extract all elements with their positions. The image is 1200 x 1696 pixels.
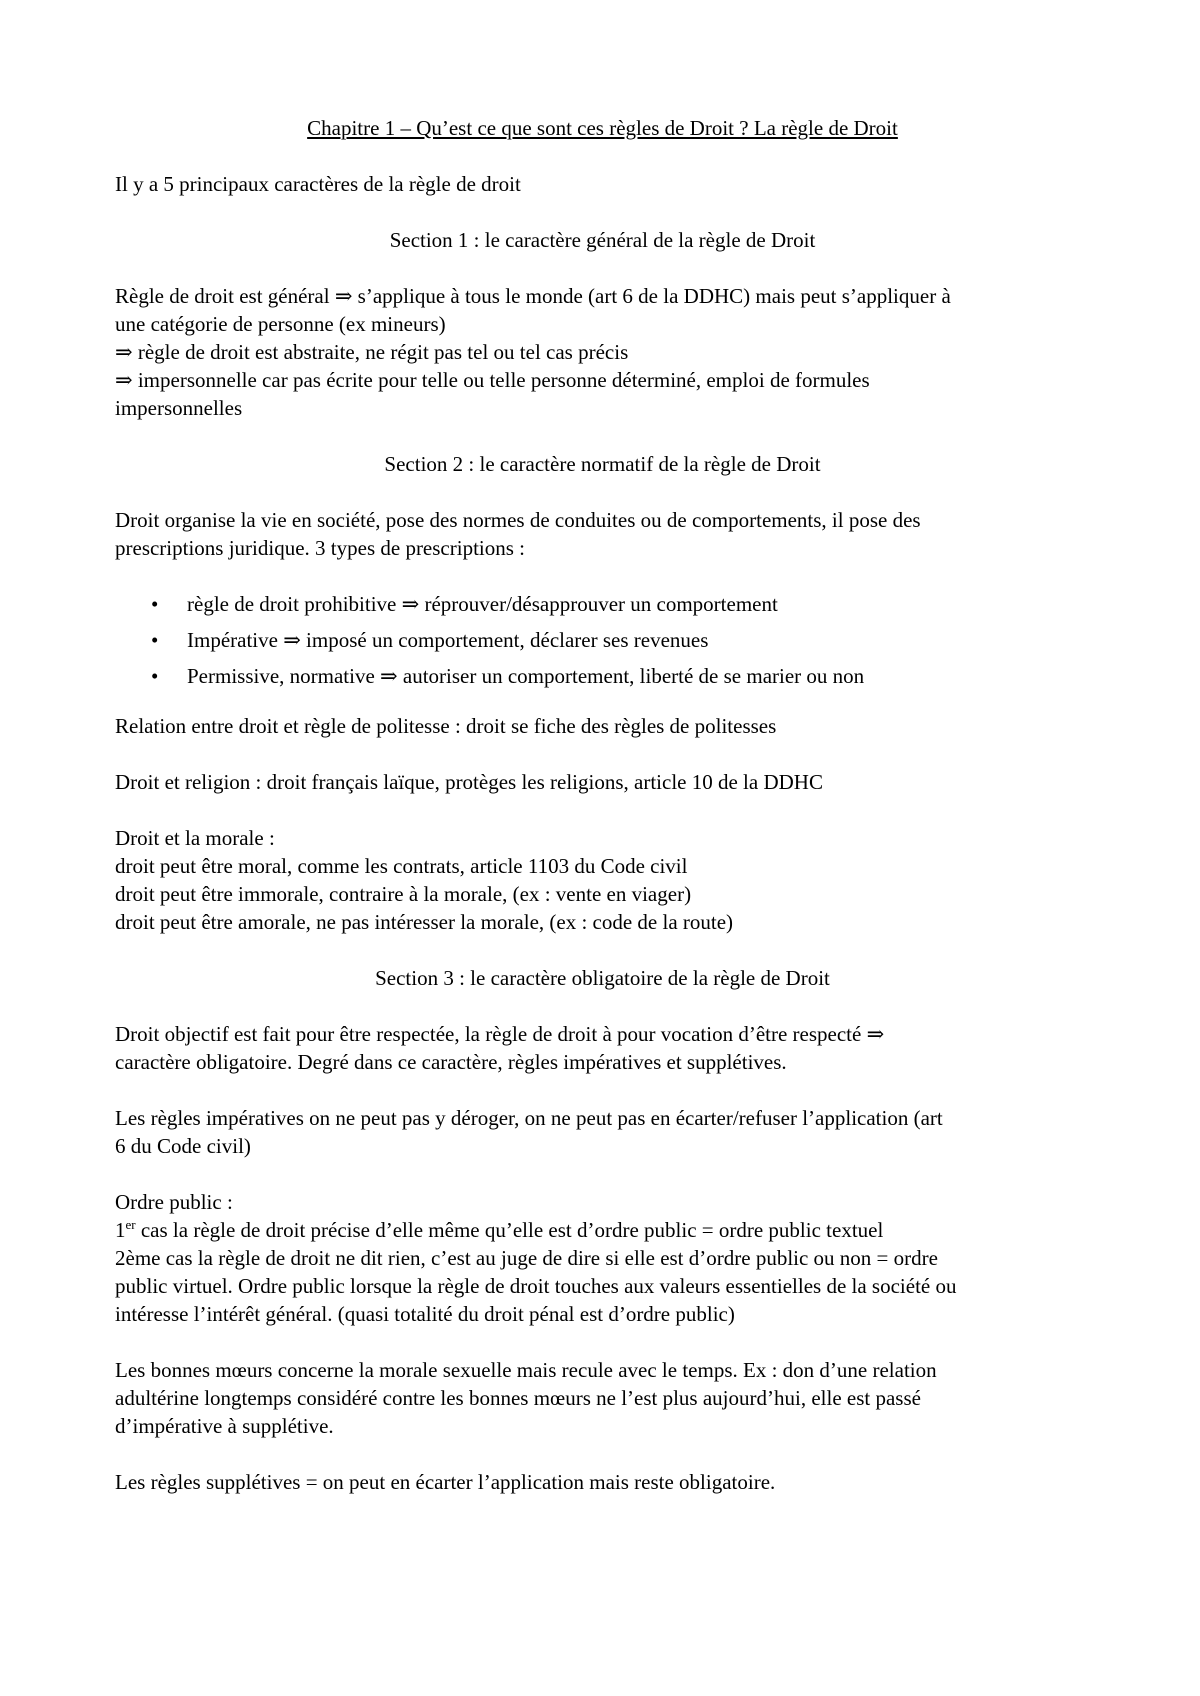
text-line: droit peut être amorale, ne pas intéresser la morale, (ex : code de la route): [115, 910, 734, 934]
text-line: Règle de droit est général ⇒ s’applique à tous le monde (art 6 de la DDHC) mais peut s’appliquer à: [115, 284, 951, 308]
morale-paragraph: [115, 824, 1090, 936]
prescriptions-list: [115, 590, 1090, 690]
section-3-heading: Section 3 : le caractère obligatoire de la règle de Droit: [375, 966, 830, 990]
text-line: ⇒ impersonnelle car pas écrite pour telle ou telle personne déterminé, emploi de formules: [115, 368, 870, 392]
text-line: public virtuel. Ordre public lorsque la règle de droit touches aux valeurs essentielles de la société ou: [115, 1274, 957, 1298]
droit-objectif-paragraph: [115, 1020, 1090, 1076]
text-line: droit peut être moral, comme les contrats, article 1103 du Code civil: [115, 854, 688, 878]
text-line: une catégorie de personne (ex mineurs): [115, 312, 446, 336]
section-2-heading: Section 2 : le caractère normatif de la règle de Droit: [384, 452, 821, 476]
section-1-paragraph: [115, 282, 1090, 422]
text-line: ⇒ règle de droit est abstraite, ne régit pas tel ou tel cas précis: [115, 340, 629, 364]
religion-paragraph: Droit et religion : droit français laïque, protèges les religions, article 10 de la DDHC: [115, 770, 823, 794]
section-1-heading: Section 1 : le caractère général de la règle de Droit: [389, 228, 816, 252]
text-line-rest: cas la règle de droit précise d’elle même qu’elle est d’ordre public = ordre public textuel: [135, 1218, 884, 1242]
regles-imperatives-paragraph: [115, 1104, 1090, 1160]
text-line: adultérine longtemps considéré contre les bonnes mœurs ne l’est plus aujourd’hui, elle est passé: [115, 1386, 921, 1410]
text-line: intéresse l’intérêt général. (quasi totalité du droit pénal est d’ordre public): [115, 1302, 735, 1326]
text-line: Les bonnes mœurs concerne la morale sexuelle mais recule avec le temps. Ex : don d’une relation: [115, 1358, 937, 1382]
text-line: prescriptions juridique. 3 types de prescriptions :: [115, 536, 526, 560]
list-item-text: Impérative ⇒ imposé un comportement, déclarer ses revenues: [187, 628, 709, 652]
chapter-title: Chapitre 1 – Qu’est ce que sont ces règles de Droit ? La règle de Droit: [307, 116, 898, 140]
bullet-icon: •: [151, 628, 159, 652]
text-line: 2ème cas la règle de droit ne dit rien, c’est au juge de dire si elle est d’ordre public ou non = ordre: [115, 1246, 938, 1270]
ordinal-number: 1: [115, 1218, 126, 1242]
list-item: [115, 590, 1090, 618]
ordinal-superscript: er: [125, 1217, 136, 1232]
section-2-intro-paragraph: [115, 506, 1090, 562]
text-line: Droit objectif est fait pour être respectée, la règle de droit à pour vocation d’être respecté ⇒: [115, 1022, 885, 1046]
text-line: Les règles impératives on ne peut pas y déroger, on ne peut pas en écarter/refuser l’application (art: [115, 1106, 943, 1130]
text-line: Droit et la morale :: [115, 826, 275, 850]
intro-paragraph: Il y a 5 principaux caractères de la règle de droit: [115, 172, 521, 196]
text-line: [115, 1216, 1090, 1244]
regles-suppletives-paragraph: Les règles supplétives = on peut en écarter l’application mais reste obligatoire.: [115, 1470, 776, 1494]
document-body: [115, 114, 1090, 1496]
bullet-icon: •: [151, 664, 159, 688]
politesse-paragraph: Relation entre droit et règle de politesse : droit se fiche des règles de politesses: [115, 714, 777, 738]
ordre-public-paragraph: [115, 1188, 1090, 1328]
text-line: Droit organise la vie en société, pose des normes de conduites ou de comportements, il pose des: [115, 508, 921, 532]
list-item: [115, 662, 1090, 690]
text-line: droit peut être immorale, contraire à la morale, (ex : vente en viager): [115, 882, 692, 906]
text-line: 6 du Code civil): [115, 1134, 251, 1158]
bullet-icon: •: [151, 592, 159, 616]
list-item-text: règle de droit prohibitive ⇒ réprouver/désapprouver un comportement: [187, 592, 778, 616]
text-line: impersonnelles: [115, 396, 243, 420]
list-item: [115, 626, 1090, 654]
text-line: d’impérative à supplétive.: [115, 1414, 334, 1438]
list-item-text: Permissive, normative ⇒ autoriser un comportement, liberté de se marier ou non: [187, 664, 865, 688]
bonnes-moeurs-paragraph: [115, 1356, 1090, 1440]
text-line: caractère obligatoire. Degré dans ce caractère, règles impératives et supplétives.: [115, 1050, 787, 1074]
ordre-public-heading: Ordre public :: [115, 1190, 233, 1214]
